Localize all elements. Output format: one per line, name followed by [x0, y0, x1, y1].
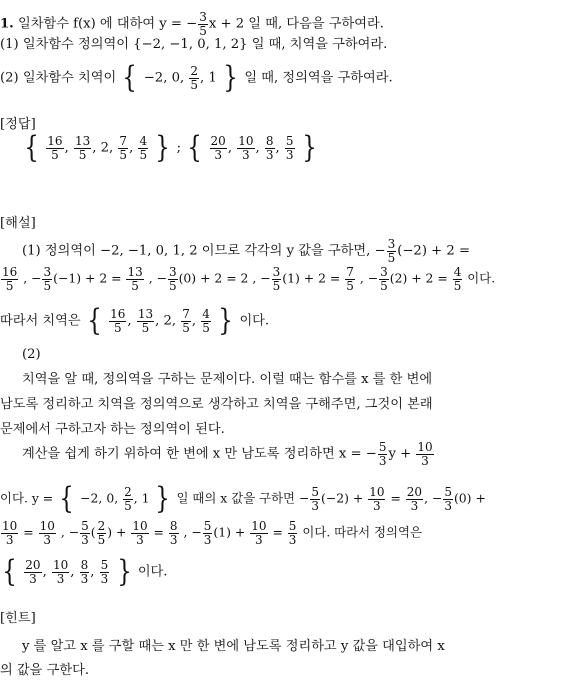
question-2: (2) 일차함수 치역이 { −2, 0, $\frac{2}{5}$ , 1 } 일 때, 정의역을 구하여라.	[0, 60, 393, 95]
answer-sets: { $\frac{16}{5}$ , $\frac{13}{5}$ , 2, $\frac{7}{5}$ , $\frac{4}{5}$ } ; { $\frac{20}{3}$ , $\frac{10}{3}$ , $\frac{8}{3}$ , $\frac{5}{3}$ }	[24, 130, 317, 165]
question-1: (1) 일차함수 정의역이 {−2, −1, 0, 1, 2} 일 때, 치역을 구하여라.	[0, 37, 388, 52]
answer-header: [정답]	[0, 117, 36, 132]
explanation-p2-line1: 치역을 알 때, 정의역을 구하는 문제이다. 이럴 때는 함수를 x 를 한 변에	[22, 372, 433, 387]
right-brace: }	[223, 60, 238, 95]
left-brace: {	[122, 60, 138, 95]
explanation-p2-line2: 남도록 정리하고 치역을 정의역으로 생각하고 치역을 구해주면, 그것이 본래	[0, 397, 433, 412]
explanation-p2-line5: 이다. y = { −2, 0, $\frac{2}{5}$ , 1 } 일 때의 x 값을 구하면 − $\frac{5}{3}$ (−2) + $\frac{10}{3}$ = $\frac{20}{3}$ , − $\frac{5}{3}$ (0) +	[0, 481, 486, 516]
explanation-p1-line3: 따라서 치역은 { $\frac{16}{5}$ , $\frac{13}{5}$ , 2, $\frac{7}{5}$ , $\frac{4}{5}$ } 이다.	[0, 303, 270, 338]
hint-header: [힌트]	[0, 611, 36, 626]
explanation-p2-line7: { $\frac{20}{3}$ , $\frac{10}{3}$ , $\frac{8}{3}$ , $\frac{5}{3}$ } 이다.	[2, 554, 168, 589]
explanation-p2-line6: $\frac{10}{3}$ = $\frac{10}{3}$ , − $\frac{5}{3}$ ( $\frac{2}{5}$ ) + $\frac{10}{3}$ = $\frac{8}{3}$ , − $\frac{5}{3}$ (1) + $\frac{10}{3}$ = $\frac{5}{3}$ 이다. 따라서 정의역은	[2, 519, 422, 547]
fraction: $\frac{2}{5}$	[190, 63, 199, 92]
problem-text-post: x + 2 일 때, 다음을 구하여라.	[208, 16, 384, 32]
problem-statement	[0, 11, 384, 37]
fraction: $\frac{3}{5}$	[199, 10, 207, 38]
explanation-p1-line2: $\frac{16}{5}$ , − $\frac{3}{5}$ (−1) + 2 = $\frac{13}{5}$ , − $\frac{3}{5}$ (0) + 2 = 2 , − $\frac{3}{5}$ (1) + 2 = $\frac{7}{5}$ , − $\frac{3}{5}$ (2) + 2 = $\frac{4}{5}$ 이다.	[2, 265, 496, 293]
explanation-p2-line3: 문제에서 구하고자 하는 정의역이 된다.	[0, 422, 225, 437]
problem-text-pre: 일차함수 f(x) 에 대하여 y = −	[17, 16, 198, 32]
hint-line1: y 를 알고 x 를 구할 때는 x 만 한 변에 남도록 정리하고 y 값을 대입하여 x	[22, 639, 445, 654]
explanation-p2-label: (2)	[22, 347, 41, 362]
explanation-p2-line4: 계산을 쉽게 하기 위하여 한 변에 x 만 남도록 정리하면 x = − $\frac{5}{3}$ y + $\frac{10}{3}$	[22, 440, 433, 468]
explanation-header: [해설]	[0, 216, 36, 231]
problem-number: 1.	[0, 16, 14, 32]
explanation-p1-line1: (1) 정의역이 −2, −1, 0, 1, 2 이므로 각각의 y 값을 구하면, − $\frac{3}{5}$ (−2) + 2 =	[22, 237, 471, 265]
hint-line2: 의 값을 구한다.	[0, 663, 90, 678]
